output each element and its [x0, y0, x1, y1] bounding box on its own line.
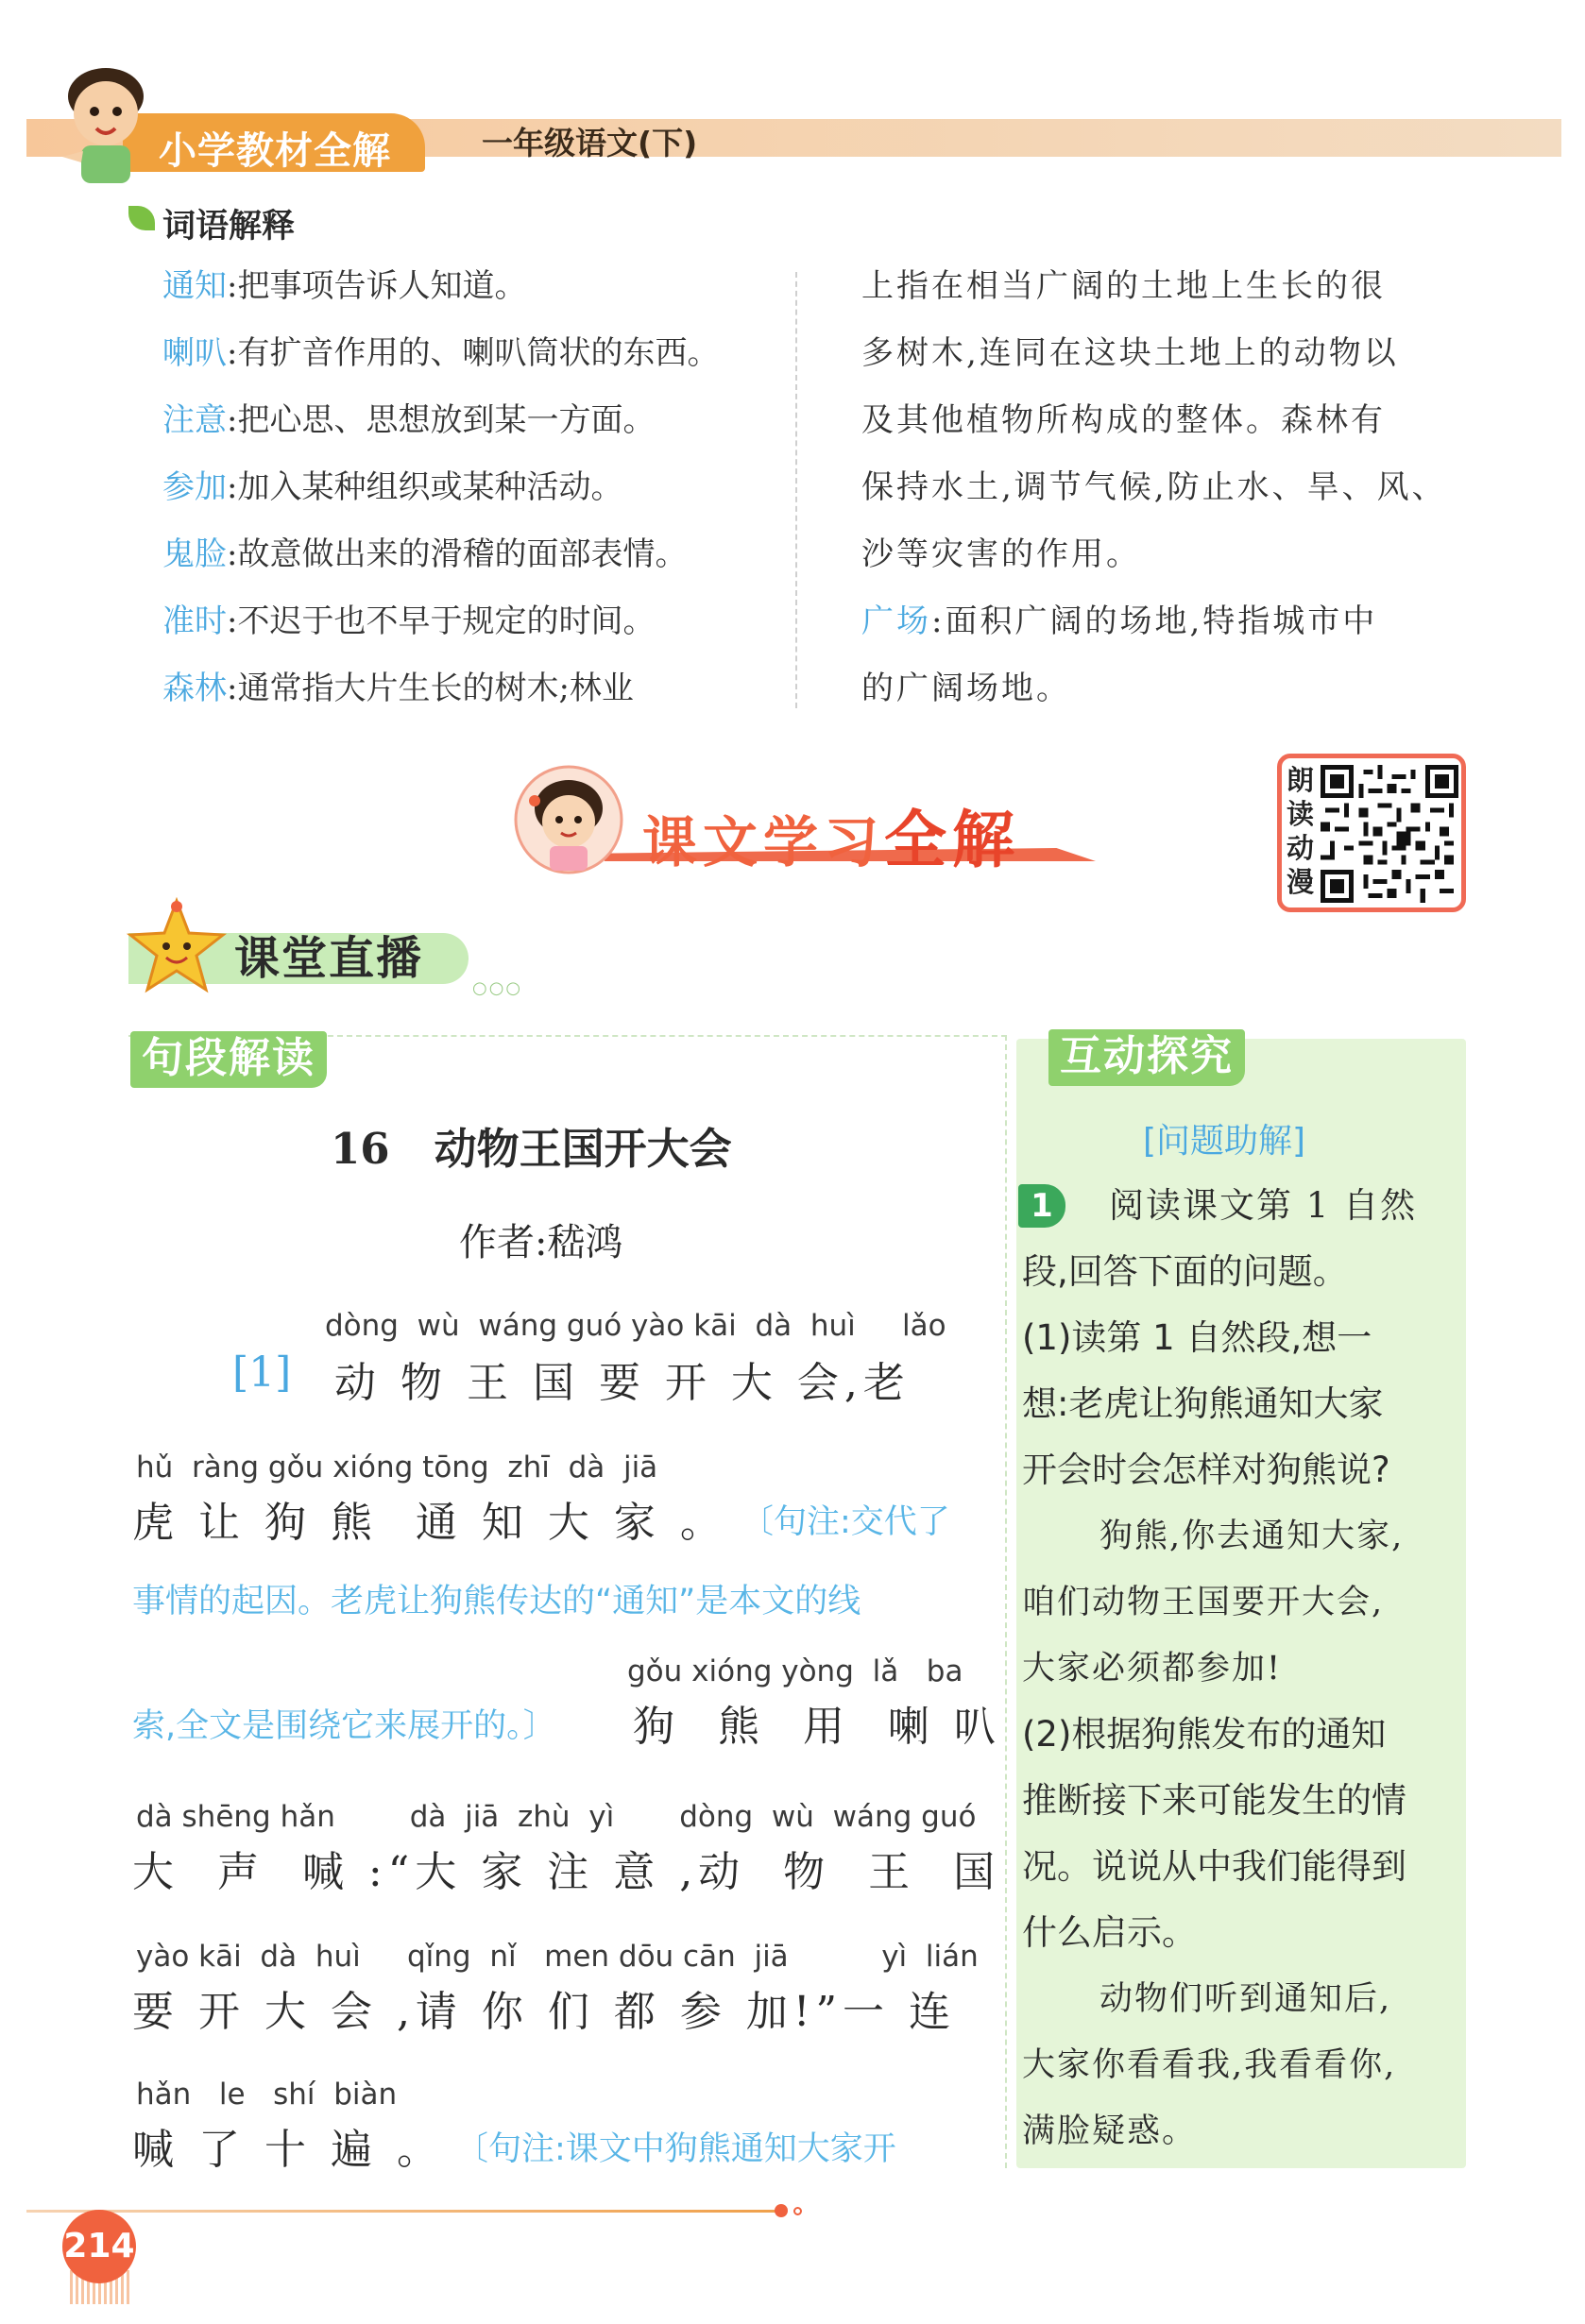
explore-line: 推断接下来可能发生的情 [1022, 1780, 1406, 1821]
explore-line: (1)读第 1 自然段,想一 [1022, 1317, 1372, 1358]
pinyin-line: dà shēng hǎn dà jiā zhù yì dòng wù wáng guó [136, 1800, 977, 1834]
vocab-item: 注意:把心思、思想放到某一方面。 [162, 401, 656, 439]
footer-dot [775, 2204, 788, 2217]
text-line: 虎 让 狗 熊 通 知 大 家 。 [132, 1499, 727, 1547]
vocab-item: 鬼脸:故意做出来的滑稽的面部表情。 [162, 535, 688, 573]
vocab-item: 广场:面积广阔的场地,特指城市中 [861, 602, 1378, 640]
explore-line: 段,回答下面的问题。 [1022, 1251, 1348, 1292]
qr-code-icon[interactable] [1321, 765, 1458, 903]
explore-answer-line: 动物们听到通知后, [1099, 1980, 1392, 2018]
text-line: 要 开 大 会 ,请 你 们 都 参 加!”一 连 [132, 1988, 957, 2036]
pinyin-line: hǔ ràng gǒu xióng tōng zhī dà jiā [136, 1450, 658, 1484]
pinyin-line: dòng wù wáng guó yào kāi dà huì lǎo [325, 1309, 946, 1343]
vocab-line: 上指在相当广阔的土地上生长的很 [861, 267, 1386, 305]
explore-line: 阅读课文第 1 自然 [1109, 1185, 1418, 1226]
vocab-line: 多树木,连同在这块土地上的动物以 [861, 334, 1399, 372]
explore-answer-line: 咱们动物王国要开大会, [1022, 1584, 1385, 1621]
text-line: 喊 了 十 遍 。 [132, 2126, 444, 2174]
vocab-line: 及其他植物所构成的整体。森林有 [861, 401, 1386, 439]
vocab-line: 沙等灾害的作用。 [861, 535, 1141, 573]
text-line: 狗 熊 用 喇 叭 [633, 1703, 1001, 1751]
explore-answer-line: 大家你看看我,我看看你, [1022, 2046, 1397, 2084]
classroom-title: 课堂直播 [234, 932, 424, 985]
vocab-item: 森林:通常指大片生长的树木;林业 [162, 670, 634, 707]
sentence-note: 〔句注:课文中狗熊通知大家开 [455, 2130, 896, 2168]
vocab-line: 的广阔场地。 [861, 670, 1071, 707]
qr-label: 朗读动漫 [1287, 764, 1315, 898]
lesson-author: 作者:嵇鸿 [459, 1221, 623, 1264]
explore-tag: 互动探究 [1048, 1029, 1245, 1086]
section-banner: 课文学习全解 [642, 804, 1021, 876]
explore-line: 什么启示。 [1022, 1912, 1197, 1953]
girl-mascot-icon [506, 763, 631, 876]
vocab-heading: 词语解释 [162, 208, 296, 246]
sentence-note: 索,全文是围绕它来展开的。〕 [132, 1707, 556, 1745]
pinyin-line: yào kāi dà huì qǐng nǐ men dōu cān jiā yì lián [136, 1940, 979, 1974]
boy-mascot-icon [43, 59, 166, 187]
series-title: 小学教材全解 [159, 129, 391, 173]
page-number: 214 [62, 2210, 136, 2283]
vocab-left-column [162, 253, 786, 722]
leaf-bullet-icon [128, 206, 155, 230]
text-line: 大 声 喊 :“大 家 注 意 ,动 物 王 国 [132, 1848, 1001, 1896]
text-line: 动 物 王 国 要 开 大 会,老 [334, 1359, 911, 1407]
vocab-item: 准时:不迟于也不早于规定的时间。 [162, 602, 656, 640]
vocab-right-column [861, 253, 1485, 722]
grade-subject: 一年级语文(下) [482, 125, 698, 161]
reading-tag: 句段解读 [130, 1031, 327, 1088]
explore-line: 开会时会怎样对狗熊说? [1022, 1450, 1390, 1490]
explore-answer-line: 狗熊,你去通知大家, [1099, 1518, 1405, 1555]
explore-line: 想:老虎让狗熊通知大家 [1022, 1383, 1384, 1424]
footer-ring [793, 2207, 802, 2215]
explore-line: (2)根据狗熊发布的通知 [1022, 1714, 1387, 1755]
sentence-note: 事情的起因。老虎让狗熊传达的“通知”是本文的线 [132, 1583, 861, 1620]
pinyin-line: gǒu xióng yòng lǎ ba [627, 1654, 963, 1688]
decorative-dots-icon: ○○○ [472, 978, 523, 998]
vocab-divider [795, 272, 797, 708]
explore-answer-line: 大家必须都参加! [1022, 1650, 1283, 1688]
vocab-item: 参加:加入某种组织或某种活动。 [162, 468, 623, 506]
sentence-note: 〔句注:交代了 [741, 1503, 950, 1541]
explore-line: 况。说说从中我们能得到 [1022, 1846, 1406, 1887]
lesson-title: 16 动物王国开大会 [331, 1124, 732, 1174]
vocab-item: 通知:把事项告诉人知道。 [162, 267, 527, 305]
question-help-title: [问题助解] [1143, 1122, 1306, 1161]
explore-answer-line: 满脸疑惑。 [1022, 2112, 1198, 2150]
question-number-badge: 1 [1018, 1184, 1065, 1228]
pinyin-line: hǎn le shí biàn [136, 2078, 398, 2112]
footer-line [26, 2210, 782, 2213]
star-mascot-icon [125, 897, 229, 995]
vocab-line: 保持水土,调节气候,防止水、旱、风、 [861, 468, 1447, 506]
vocab-item: 喇叭:有扩音作用的、喇叭筒状的东西。 [162, 334, 720, 372]
paragraph-number: [1] [232, 1349, 292, 1397]
